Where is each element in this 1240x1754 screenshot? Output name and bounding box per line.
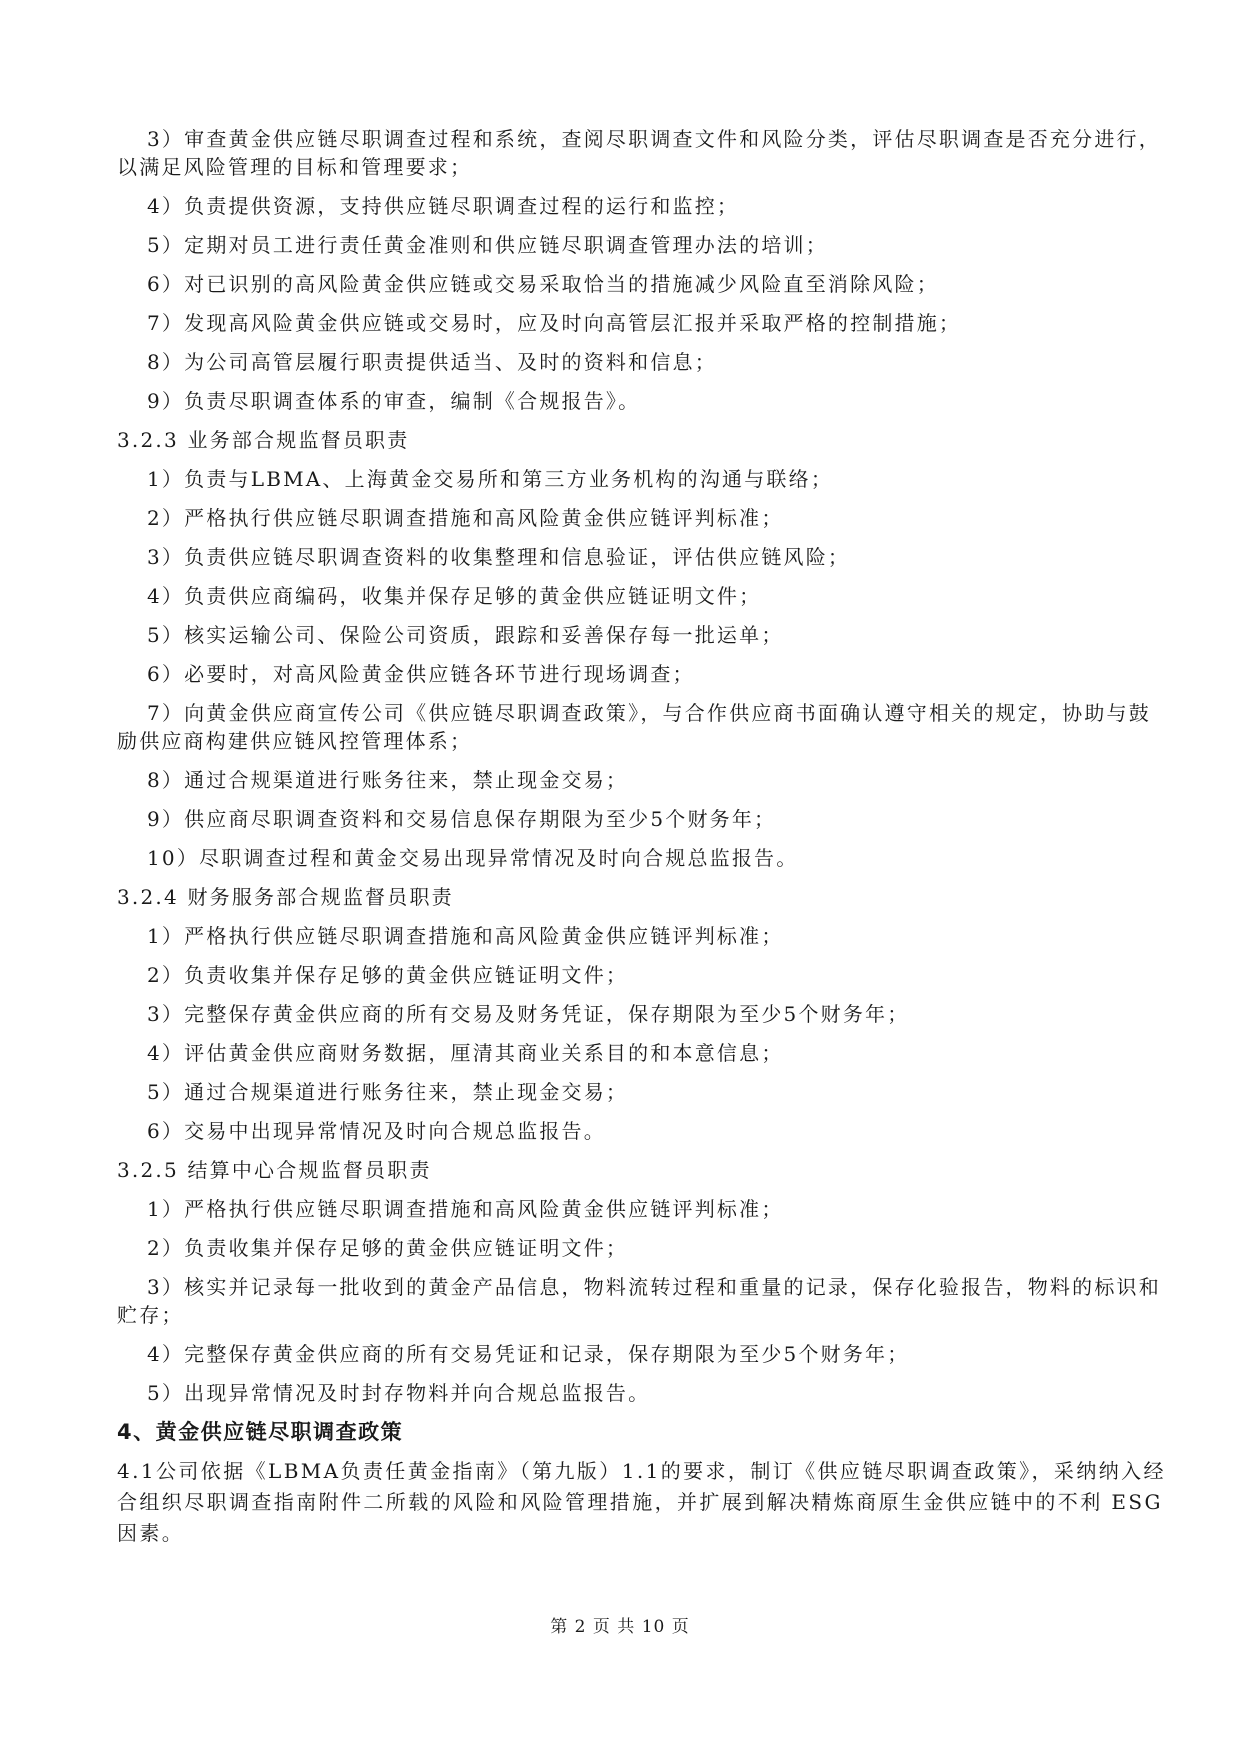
- list-item: 1）严格执行供应链尽职调查措施和高风险黄金供应链评判标准；: [147, 924, 784, 948]
- list-item: 3）负责供应链尽职调查资料的收集整理和信息验证，评估供应链风险；: [147, 545, 851, 569]
- list-item: 7）发现高风险黄金供应链或交易时，应及时向高管层汇报并采取严格的控制措施；: [147, 311, 962, 335]
- list-item: 6）对已识别的高风险黄金供应链或交易采取恰当的措施减少风险直至消除风险；: [147, 272, 939, 296]
- list-item: 4）负责提供资源，支持供应链尽职调查过程的运行和监控；: [147, 194, 740, 218]
- list-item: 5）核实运输公司、保险公司资质，跟踪和妥善保存每一批运单；: [147, 623, 784, 647]
- list-item: 5）定期对员工进行责任黄金准则和供应链尽职调查管理办法的培训；: [147, 233, 828, 257]
- list-item: 3）审查黄金供应链尽职调查过程和系统，查阅尽职调查文件和风险分类，评估尽职调查是否充分进行，以满足风险管理的目标和管理要求；: [117, 127, 1161, 179]
- list-item: 3）完整保存黄金供应商的所有交易及财务凭证，保存期限为至少5个财务年；: [147, 1002, 910, 1026]
- document-body: [117, 125, 1167, 1549]
- list-item: 8）通过合规渠道进行账务往来，禁止现金交易；: [147, 768, 629, 792]
- list-item: 7）向黄金供应商宣传公司《供应链尽职调查政策》，与合作供应商书面确认遵守相关的规定，协助与鼓励供应商构建供应链风控管理体系；: [117, 701, 1151, 753]
- list-item: 2）严格执行供应链尽职调查措施和高风险黄金供应链评判标准；: [147, 506, 784, 530]
- page-number: 第 2 页 共 10 页: [550, 1617, 690, 1637]
- list-item: 6）必要时，对高风险黄金供应链各环节进行现场调查；: [147, 662, 695, 686]
- list-item: 5）通过合规渠道进行账务往来，禁止现金交易；: [147, 1080, 629, 1104]
- section-heading-4: 4、黄金供应链尽职调查政策: [117, 1420, 404, 1444]
- list-item: 2）负责收集并保存足够的黄金供应链证明文件；: [147, 963, 629, 987]
- section-heading-3-2-5: 3.2.5 结算中心合规监督员职责: [117, 1158, 432, 1182]
- list-item: 9）负责尽职调查体系的审查，编制《合规报告》。: [147, 389, 641, 413]
- list-item: 8）为公司高管层履行职责提供适当、及时的资料和信息；: [147, 350, 717, 374]
- list-item: 9）供应商尽职调查资料和交易信息保存期限为至少5个财务年；: [147, 807, 777, 831]
- list-item: 5）出现异常情况及时封存物料并向合规总监报告。: [147, 1381, 651, 1405]
- list-item: 3）核实并记录每一批收到的黄金产品信息，物料流转过程和重量的记录，保存化验报告，物料的标识和贮存；: [117, 1275, 1161, 1327]
- list-item: 4）评估黄金供应商财务数据，厘清其商业关系目的和本意信息；: [147, 1041, 784, 1065]
- paragraph-4-1: 4.1公司依据《LBMA负责任黄金指南》（第九版）1.1的要求，制订《供应链尽职调查政策》，采纳纳入经合组织尽职调查指南附件二所载的风险和风险管理措施，并扩展到解决精炼商原生金供应链中的不利 ESG 因素。: [117, 1459, 1166, 1545]
- page-footer: [0, 1612, 1240, 1637]
- list-item: 10）尽职调查过程和黄金交易出现异常情况及时向合规总监报告。: [147, 846, 799, 870]
- list-item: 4）完整保存黄金供应商的所有交易凭证和记录，保存期限为至少5个财务年；: [147, 1342, 910, 1366]
- list-item: 2）负责收集并保存足够的黄金供应链证明文件；: [147, 1236, 629, 1260]
- list-item: 1）负责与LBMA、上海黄金交易所和第三方业务机构的沟通与联络；: [147, 467, 834, 491]
- list-item: 1）严格执行供应链尽职调查措施和高风险黄金供应链评判标准；: [147, 1197, 784, 1221]
- section-heading-3-2-4: 3.2.4 财务服务部合规监督员职责: [117, 885, 454, 909]
- list-item: 4）负责供应商编码，收集并保存足够的黄金供应链证明文件；: [147, 584, 762, 608]
- list-item: 6）交易中出现异常情况及时向合规总监报告。: [147, 1119, 606, 1143]
- section-heading-3-2-3: 3.2.3 业务部合规监督员职责: [117, 428, 410, 452]
